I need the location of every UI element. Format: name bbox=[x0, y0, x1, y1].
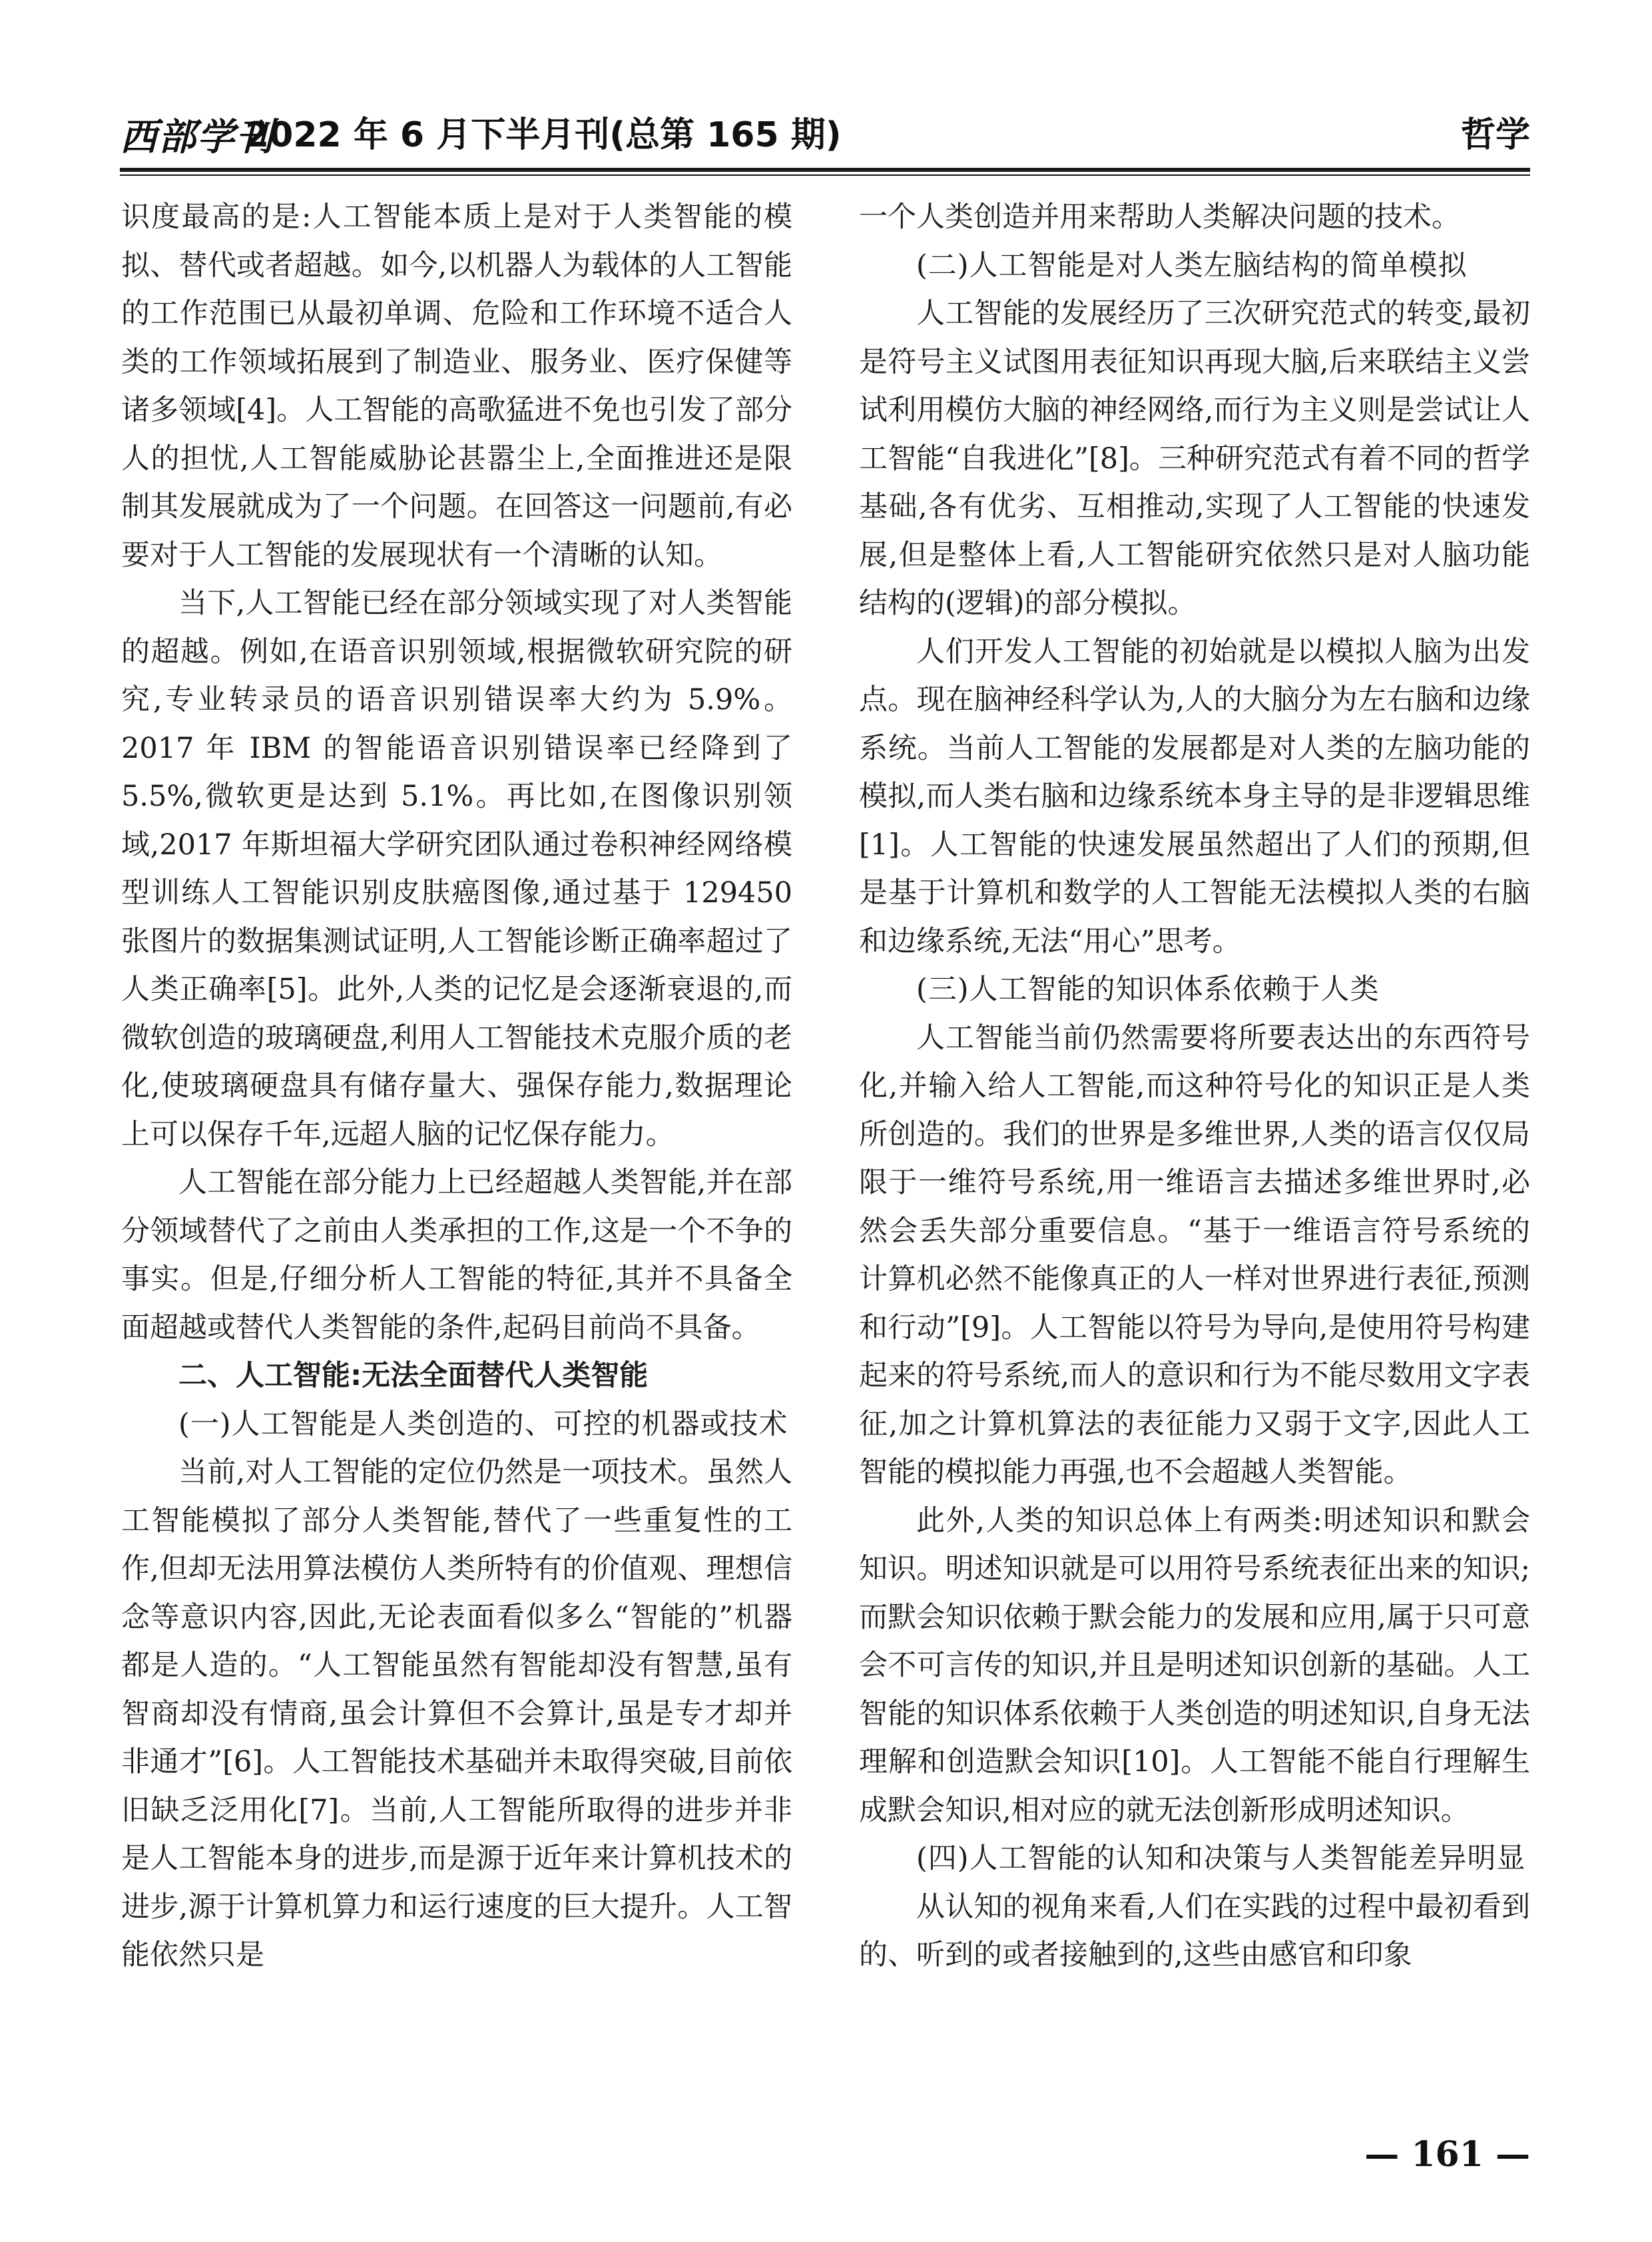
paragraph: 此外,人类的知识总体上有两类:明述知识和默会知识。明述知识就是可以用符号系统表征出来的知识;而默会知识依赖于默会能力的发展和应用,属于只可意会不可言传的知识,并且是明述知识创新的基础。人工智能的知识体系依赖于人类创造的明述知识,自身无法理解和创造默会知识[10]。人工智能不能自行理解生成默会知识,相对应的就无法创新形成明述知识。 bbox=[859, 1504, 1530, 1827]
right-column bbox=[859, 193, 1530, 2117]
subsection-heading: (四)人工智能的认知和决策与人类智能差异明显 bbox=[916, 1842, 1526, 1875]
paragraph: 人工智能在部分能力上已经超越人类智能,并在部分领域替代了之前由人类承担的工作,这是一个不争的事实。但是,仔细分析人工智能的特征,其并不具备全面超越或替代人类智能的条件,起码目前尚不具备。 bbox=[121, 1166, 792, 1344]
paragraph: 识度最高的是:人工智能本质上是对于人类智能的模拟、替代或者超越。如今,以机器人为载体的人工智能的工作范围已从最初单调、危险和工作环境不适合人类的工作领域拓展到了制造业、服务业、医疗保健等诸多领域[4]。人工智能的高歌猛进不免也引发了部分人的担忧,人工智能威胁论甚嚣尘上,全面推进还是限制其发展就成为了一个问题。在回答这一问题前,有必要对于人工智能的发展现状有一个清晰的认知。 bbox=[121, 200, 792, 572]
paragraph: 当下,人工智能已经在部分领域实现了对人类智能的超越。例如,在语音识别领域,根据微软研究院的研究,专业转录员的语音识别错误率大约为 5.9%。2017 年 IBM 的智能语音识别错误率已经降到了 5.5%,微软更是达到 5.1%。再比如,在图像识别领域,2017 年斯坦福大学研究团队通过卷积神经网络模型训练人工智能识别皮肤癌图像,通过基于 129450 张图片的数据集测试证明,人工智能诊断正确率超过了人类正确率[5]。此外,人类的记忆是会逐渐衰退的,而微软创造的玻璃硬盘,利用人工智能技术克服介质的老化,使玻璃硬盘具有储存量大、强保存能力,数据理论上可以保存千年,远超人脑的记忆保存能力。 bbox=[121, 587, 792, 1151]
header-rule-thin bbox=[120, 174, 1530, 176]
section-heading: 二、人工智能:无法全面替代人类智能 bbox=[178, 1359, 649, 1392]
issue-info: 2022 年 6 月下半月刊(总第 165 期) bbox=[245, 115, 842, 155]
paragraph: 人们开发人工智能的初始就是以模拟人脑为出发点。现在脑神经科学认为,人的大脑分为左右脑和边缘系统。当前人工智能的发展都是对人类的左脑功能的模拟,而人类右脑和边缘系统本身主导的是非逻辑思维[1]。人工智能的快速发展虽然超出了人们的预期,但是基于计算机和数学的人工智能无法模拟人类的右脑和边缘系统,无法“用心”思考。 bbox=[859, 635, 1530, 958]
running-header bbox=[120, 100, 1530, 166]
paragraph: 当前,对人工智能的定位仍然是一项技术。虽然人工智能模拟了部分人类智能,替代了一些重复性的工作,但却无法用算法模仿人类所特有的价值观、理想信念等意识内容,因此,无论表面看似多么“智能的”机器都是人造的。“人工智能虽然有智能却没有智慧,虽有智商却没有情商,虽会计算但不会算计,虽是专才却并非通才”[6]。人工智能技术基础并未取得突破,目前依旧缺乏泛用化[7]。当前,人工智能所取得的进步并非是人工智能本身的进步,而是源于近年来计算机技术的进步,源于计算机算力和运行速度的巨大提升。人工智能依然只是 bbox=[121, 1456, 792, 1972]
subsection-heading: (一)人工智能是人类创造的、可控的机器或技术 bbox=[178, 1407, 788, 1441]
page-number: — 161 — bbox=[1364, 2134, 1530, 2175]
paragraph: 人工智能的发展经历了三次研究范式的转变,最初是符号主义试图用表征知识再现大脑,后来联结主义尝试利用模仿大脑的神经网络,而行为主义则是尝试让人工智能“自我进化”[8]。三种研究范式有着不同的哲学基础,各有优劣、互相推动,实现了人工智能的快速发展,但是整体上看,人工智能研究依然只是对人脑功能结构的(逻辑)的部分模拟。 bbox=[859, 297, 1530, 620]
paragraph: 从认知的视角来看,人们在实践的过程中最初看到的、听到的或者接触到的,这些由感官和印象 bbox=[859, 1890, 1530, 1972]
left-column bbox=[121, 193, 792, 2117]
journal-logo: 西部学刊 bbox=[120, 115, 274, 159]
paragraph: 人工智能当前仍然需要将所要表达出的东西符号化,并输入给人工智能,而这种符号化的知识正是人类所创造的。我们的世界是多维世界,人类的语言仅仅局限于一维符号系统,用一维语言去描述多维世界时,必然会丢失部分重要信息。“基于一维语言符号系统的计算机必然不能像真正的人一样对世界进行表征,预测和行动”[9]。人工智能以符号为导向,是使用符号构建起来的符号系统,而人的意识和行为不能尽数用文字表征,加之计算机算法的表征能力又弱于文字,因此人工智能的模拟能力再强,也不会超越人类智能。 bbox=[859, 1021, 1530, 1489]
header-rule-thick bbox=[120, 168, 1530, 172]
paragraph: 一个人类创造并用来帮助人类解决问题的技术。 bbox=[859, 200, 1460, 234]
section-label: 哲学 bbox=[1460, 115, 1530, 155]
subsection-heading: (三)人工智能的知识体系依赖于人类 bbox=[916, 973, 1380, 1006]
subsection-heading: (二)人工智能是对人类左脑结构的简单模拟 bbox=[916, 248, 1468, 282]
